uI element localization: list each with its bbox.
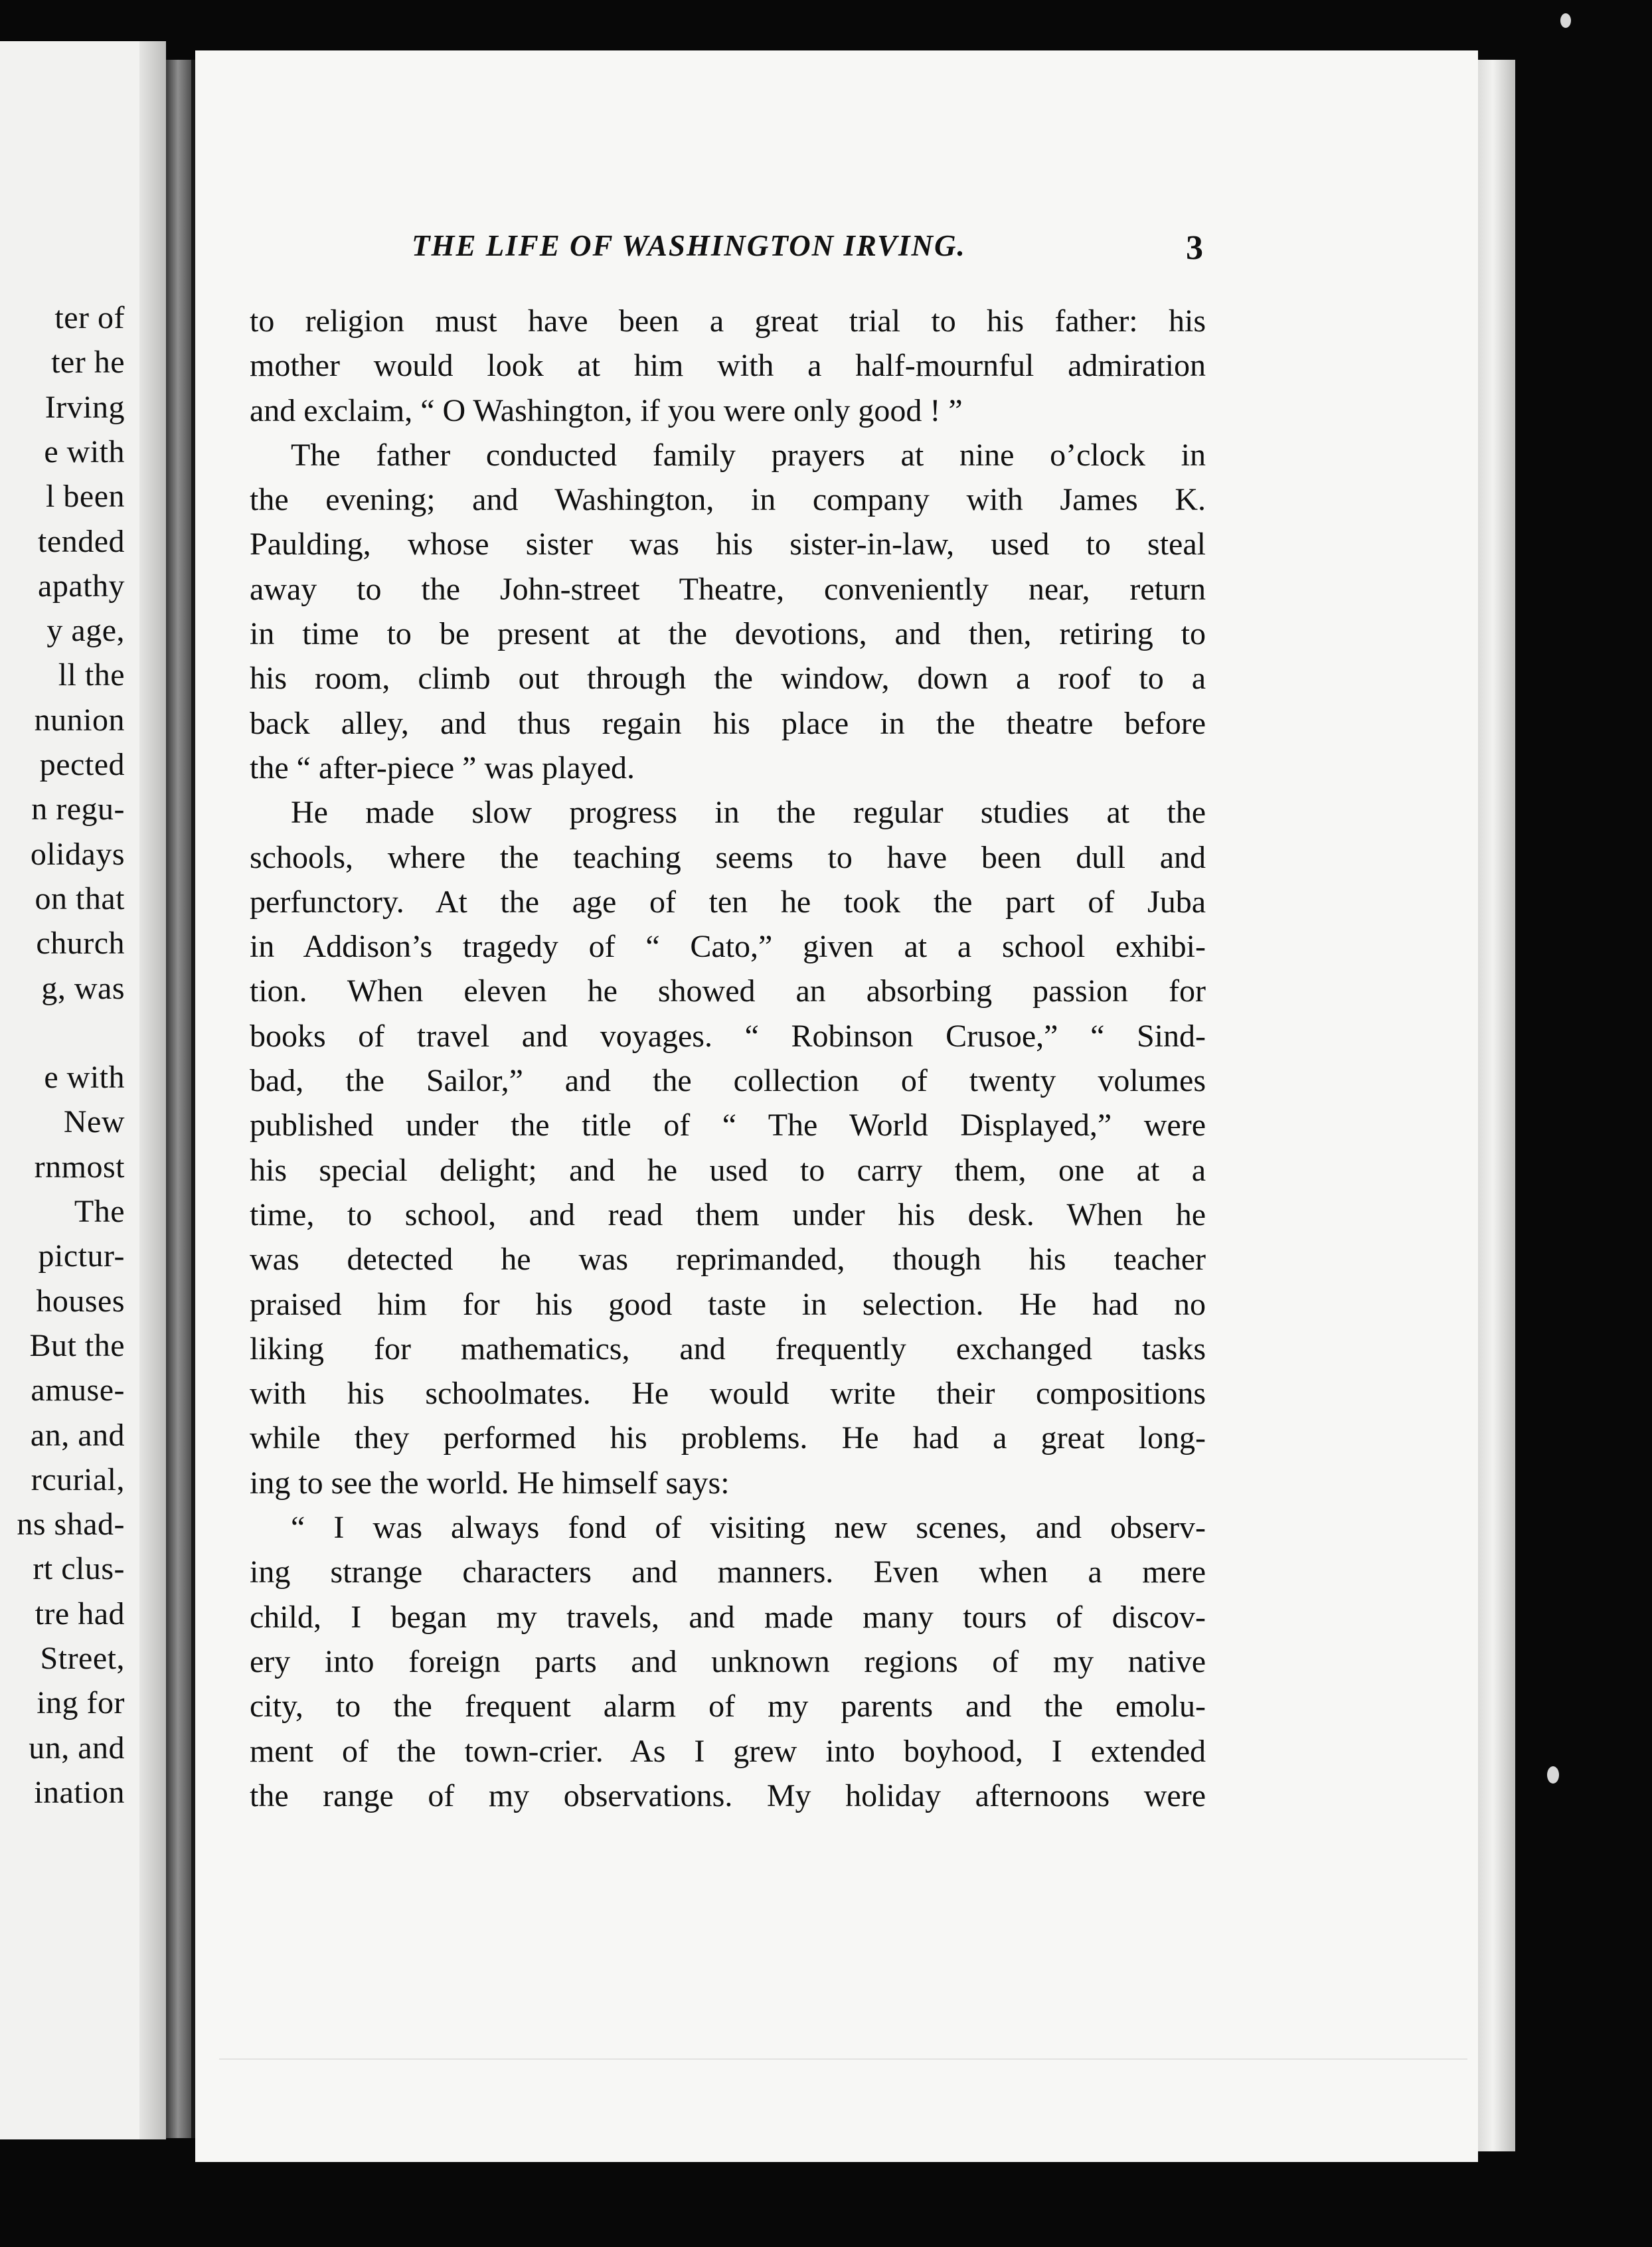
facing-page-line: ter he [51,345,125,380]
facing-page-line: rt clus- [33,1551,125,1587]
text-line: with his schoolmates. He would write their compositions [250,1376,1206,1412]
running-head: THE LIFE OF WASHINGTON IRVING. [412,229,966,262]
text-line: in time to be present at the devotions, and then, retiring to [250,616,1206,652]
text-line: “ I was always fond of visiting new scenes, and observ- [291,1510,1206,1546]
facing-page-line: e with [44,1060,125,1096]
facing-page-line: n regu- [31,791,125,827]
facing-page-line: tre had [35,1596,125,1631]
book-spine [166,60,193,2138]
facing-page-line: But the [29,1327,125,1363]
text-line: and exclaim, “ O Washington, if you were only good ! ” [250,392,963,428]
scan-speck [1547,1766,1559,1784]
facing-page-line: ns shad- [17,1507,125,1542]
facing-page-line: pected [39,747,125,782]
facing-page-line: houses [36,1283,125,1319]
facing-page-line: l been [46,479,125,515]
facing-page-line: New [63,1104,125,1140]
text-line: the “ after-piece ” was played. [250,750,635,786]
facing-page-line: rcurial, [31,1461,125,1497]
page-bottom-texture [219,2058,1467,2060]
facing-page-line: y age, [46,613,125,649]
gutter-shadow [139,41,166,2139]
text-line: the range of my observations. My holiday afternoons were [250,1778,1206,1813]
text-line: in Addison’s tragedy of “ Cato,” given at a school exhibi- [250,929,1206,965]
facing-page-line: ter of [54,300,125,335]
text-line: perfunctory. At the age of ten he took the part of Juba [250,884,1206,920]
text-line: mother would look at him with a half-mournful admiration [250,348,1206,384]
facing-page-line: rnmost [34,1149,125,1185]
text-line: to religion must have been a great trial to his father: his [250,303,1206,339]
facing-page-line: on that [35,880,125,916]
text-line: the evening; and Washington, in company with James K. [250,482,1206,518]
text-line: praised him for his good taste in selection. He had no [250,1286,1206,1322]
text-line: Paulding, whose sister was his sister-in-law, used to steal [250,527,1206,562]
scan-speck [1560,13,1571,28]
text-line: ment of the town-crier. As I grew into boyhood, I extended [250,1733,1206,1769]
text-line: ing strange characters and manners. Even when a mere [250,1554,1206,1590]
text-line: bad, the Sailor,” and the collection of twenty volumes [250,1063,1206,1099]
facing-page-line: tended [38,523,125,559]
text-line: liking for mathematics, and frequently exchanged tasks [250,1331,1206,1367]
facing-page-line: olidays [30,836,125,872]
facing-page-line: nunion [34,702,125,738]
body-text [250,299,1206,1818]
facing-page-line: ll the [58,657,125,693]
facing-page-line: g, was [41,970,125,1006]
facing-page-line: Irving [44,389,125,425]
facing-page-line: apathy [38,568,125,604]
facing-page-line: Street, [40,1641,125,1676]
page-number: 3 [1186,229,1203,267]
facing-page-line: ination [34,1774,125,1810]
text-line: published under the title of “ The World Displayed,” were [250,1108,1206,1143]
facing-page-line: an, and [30,1417,125,1453]
facing-page-line: amuse- [31,1373,125,1408]
text-line: ery into foreign parts and unknown regions of my native [250,1643,1206,1679]
text-line: while they performed his problems. He had a great long- [250,1420,1206,1456]
facing-page-line: ing for [37,1685,125,1721]
text-line: books of travel and voyages. “ Robinson Crusoe,” “ Sind- [250,1018,1206,1054]
text-line: child, I began my travels, and made many tours of discov- [250,1599,1206,1635]
facing-page-line: pictur- [38,1238,125,1274]
text-line: He made slow progress in the regular studies at the [291,795,1206,831]
facing-page-line: The [74,1194,125,1229]
facing-page-line: church [36,926,125,961]
text-line: schools, where the teaching seems to have been dull and [250,839,1206,875]
text-line: was detected he was reprimanded, though his teacher [250,1242,1206,1278]
text-line: The father conducted family prayers at nine o’clock in [291,437,1206,473]
facing-page-left [0,41,166,2139]
text-line: ing to see the world. He himself says: [250,1465,730,1501]
text-line: his special delight; and he used to carry them, one at a [250,1152,1206,1188]
text-line: his room, climb out through the window, down a roof to a [250,661,1206,697]
page-stack-edge [1478,60,1515,2151]
text-line: tion. When eleven he showed an absorbing passion for [250,973,1206,1009]
facing-page-line: e with [44,434,125,469]
text-line: time, to school, and read them under his desk. When he [250,1197,1206,1232]
text-line: back alley, and thus regain his place in the theatre before [250,705,1206,741]
facing-page-line: un, and [29,1730,125,1766]
text-line: away to the John-street Theatre, conveniently near, return [250,571,1206,607]
text-line: city, to the frequent alarm of my parents and the emolu- [250,1689,1206,1724]
